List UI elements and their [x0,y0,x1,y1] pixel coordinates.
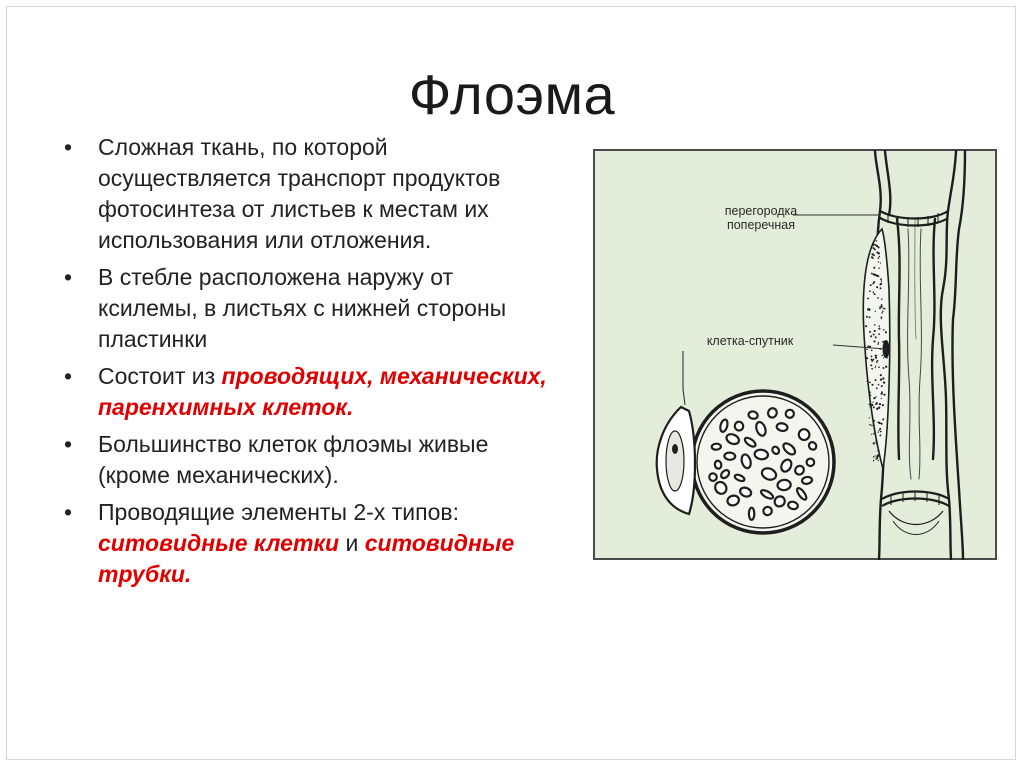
sieve-pore [749,508,754,520]
sieve-pore [777,479,791,491]
phloem-illustration [593,149,997,560]
bullet-text: Сложная ткань, по которой осуществляется транспорт продуктов фотосинтеза от листьев к местам их использования или отложения. [98,134,501,253]
sieve-pore [714,460,722,469]
highlight-cell-types: проводящих, механических, паренхимных клеток. [98,363,547,420]
sieve-pore [776,422,788,431]
bullet-marker: • [63,363,73,389]
label-septum-line1: перегородка [724,204,798,218]
bullet-marker: • [63,431,73,457]
bullet-item [58,497,558,590]
bullet-text: Проводящие элементы 2-х типов: [98,499,459,525]
highlight-sieve-cells: ситовидные клетки [98,530,340,556]
sieve-pore [802,476,813,484]
bullet-item [58,361,558,423]
bullet-text: В стебле расположена наружу от ксилемы, в листьях с нижней стороны пластинки [98,264,507,352]
bullet-item [58,429,558,491]
sieve-pore [806,458,816,468]
sieve-pore [754,449,768,460]
sieve-pore [785,409,794,418]
bullet-text-connector: и [339,530,365,556]
sieve-tube-cross-section [692,391,834,533]
highlight-sieve-tubes: ситовидные трубки. [98,530,515,587]
bullet-marker: • [63,134,73,160]
bullet-marker: • [63,264,73,290]
sieve-pore [763,507,772,515]
sieve-pore [712,443,722,449]
label-companion-cell: клетка-спутник [706,334,794,348]
sieve-pore [724,452,735,460]
bullet-marker: • [63,499,73,525]
bullet-item [58,132,558,256]
sieve-pore [748,410,759,419]
bullet-text: Состоит из [98,363,222,389]
bullet-text: Большинство клеток флоэмы живые (кроме механических). [98,431,489,488]
page-title: Флоэма [408,63,616,126]
sieve-pore [734,421,744,431]
bullet-item [58,262,558,355]
bullet-list [58,132,558,596]
label-septum-line2: поперечная [726,218,796,232]
